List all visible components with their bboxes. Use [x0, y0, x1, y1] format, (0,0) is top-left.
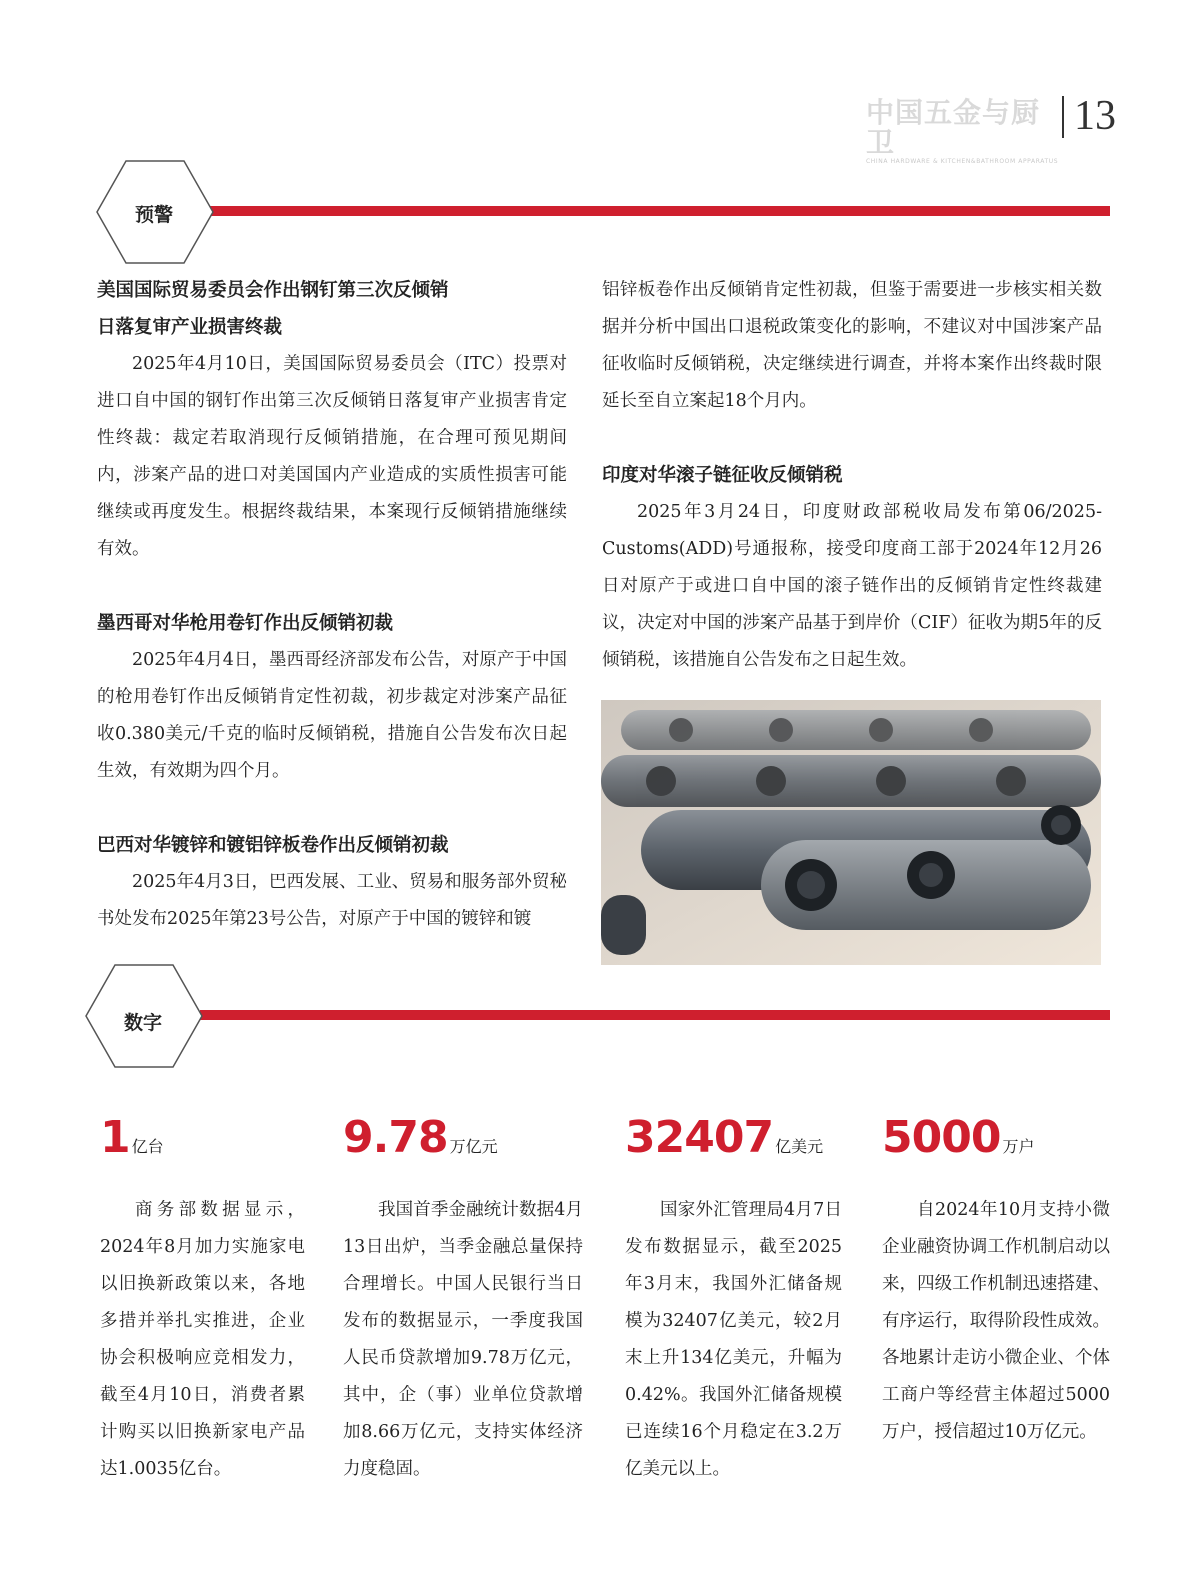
numbers-section-bar	[200, 1010, 1110, 1020]
article-title: 印度对华滚子链征收反倾销税	[602, 465, 843, 486]
stat-body: 商务部数据显示，2024年8月加力实施家电以旧换新政策以来，各地多措并举扎实推进，企业协会积极响应竞相发力，截至4月10日，消费者累计购买以旧换新家电产品达1.0035亿台。	[100, 1200, 305, 1479]
stat-block	[882, 1110, 1110, 1451]
roller-chain-photo	[601, 700, 1101, 965]
stat-unit: 万户	[1002, 1137, 1035, 1156]
article-title: 日落复审产业损害终裁	[97, 317, 283, 338]
stat-unit: 亿台	[131, 1137, 164, 1156]
stat-body: 国家外汇管理局4月7日发布数据显示，截至2025年3月末，我国外汇储备规模为32407亿美元，较2月末上升134亿美元，升幅为0.42%。我国外汇储备规模已连续16个月稳定在3.2万亿美元以上。	[625, 1200, 842, 1479]
article-title: 美国国际贸易委员会作出钢钉第三次反倾销	[97, 280, 449, 301]
stat-body: 自2024年10月支持小微企业融资协调工作机制启动以来，四级工作机制迅速搭建、有序运行，取得阶段性成效。各地累计走访小微企业、个体工商户等经营主体超过5000万户，授信超过10万亿元。	[882, 1200, 1110, 1442]
stat-unit: 亿美元	[775, 1137, 824, 1156]
warning-section-bar	[210, 206, 1110, 216]
stat-value: 5000	[882, 1112, 1001, 1163]
page-number: 13	[1074, 93, 1116, 139]
stat-value: 9.78	[343, 1112, 448, 1163]
right-column	[602, 272, 1102, 679]
stat-block	[625, 1110, 842, 1488]
article-body: 2025年4月4日，墨西哥经济部发布公告，对原产于中国的枪用卷钉作出反倾销肯定性初裁，初步裁定对涉案产品征收0.380美元/千克的临时反倾销税，措施自公告发布次日起生效，有效期为四个月。	[97, 650, 567, 781]
stat-unit: 万亿元	[449, 1137, 498, 1156]
logo-subtitle: CHINA HARDWARE & KITCHEN&BATHROOM APPARATUS	[866, 158, 1059, 165]
article-body: 2025年4月10日，美国国际贸易委员会（ITC）投票对进口自中国的钢钉作出第三次反倾销日落复审产业损害肯定性终裁：裁定若取消现行反倾销措施，在合理可预见期间内，涉案产品的进口对美国国内产业造成的实质性损害可能继续或再度发生。根据终裁结果，本案现行反倾销措施继续有效。	[97, 354, 567, 559]
logo-text: 中国五金与厨卫	[866, 96, 1041, 159]
stat-value: 32407	[625, 1112, 774, 1163]
left-column	[97, 272, 567, 938]
article-title: 巴西对华镀锌和镀铝锌板卷作出反倾销初裁	[97, 835, 449, 856]
stat-value: 1	[100, 1112, 130, 1163]
header-divider	[1062, 96, 1064, 138]
article-body: 2025年4月3日，巴西发展、工业、贸易和服务部外贸秘书处发布2025年第23号公告，对原产于中国的镀锌和镀	[97, 872, 567, 929]
article-title: 墨西哥对华枪用卷钉作出反倾销初裁	[97, 613, 394, 634]
article-body-continued: 铝锌板卷作出反倾销肯定性初裁，但鉴于需要进一步核实相关数据并分析中国出口退税政策变化的影响，不建议对中国涉案产品征收临时反倾销税，决定继续进行调查，并将本案作出终裁时限延长至自立案起18个月内。	[602, 280, 1102, 411]
article-body: 2025年3月24日，印度财政部税收局发布第06/2025-Customs(ADD)号通报称，接受印度商工部于2024年12月26日对原产于或进口自中国的滚子链作出的反倾销肯定性终裁建议，决定对中国的涉案产品基于到岸价（CIF）征收为期5年的反倾销税，该措施自公告发布之日起生效。	[602, 502, 1102, 670]
masthead-logo	[866, 96, 1059, 165]
warning-section-label: 预警	[135, 204, 174, 226]
stat-block	[343, 1110, 583, 1488]
numbers-section-label: 数字	[124, 1012, 163, 1034]
stat-body: 我国首季金融统计数据4月13日出炉，当季金融总量保持合理增长。中国人民银行当日发布的数据显示，一季度我国人民币贷款增加9.78万亿元，其中，企（事）业单位贷款增加8.66万亿元，支持实体经济力度稳固。	[343, 1200, 583, 1479]
stat-block	[100, 1110, 305, 1488]
